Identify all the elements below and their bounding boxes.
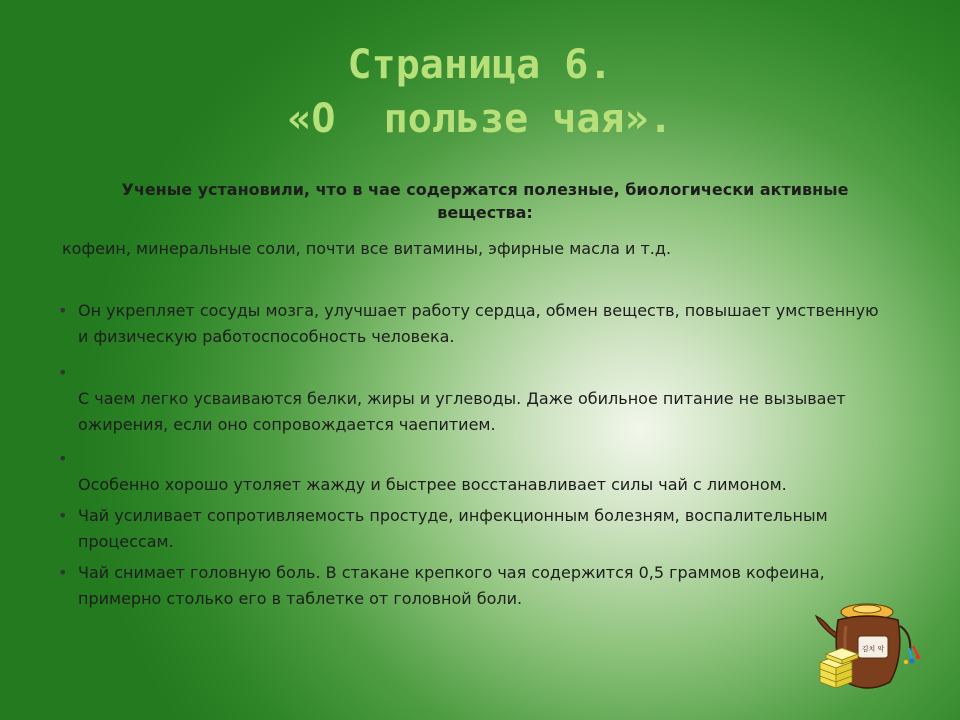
list-item (58, 360, 888, 438)
teapot-label: 김치 악 (861, 645, 885, 653)
list-item (58, 446, 888, 498)
page-title (0, 38, 960, 146)
intro-bold-text: Ученые установили, что в чае содержатся полезные, биологически активные вещества: (121, 180, 849, 222)
list-item-text: • Чай усиливает сопротивляемость простуде, инфекционным болезням, воспалительным процессам. (78, 506, 828, 551)
list-item-text: • Он укрепляет сосуды мозга, улучшает работу сердца, обмен веществ, повышает умственную и физическую работоспособность человека. (78, 301, 879, 346)
list-item-text: • Особенно хорошо утоляет жажду и быстрее восстанавливает силы чай с лимоном. (78, 475, 787, 494)
list-item (58, 298, 888, 350)
list-item-text: • С чаем легко усваиваются белки, жиры и углеводы. Даже обильное питание не вызывает ожирения, если оно сопровождается чаепитием. (78, 389, 846, 434)
list-item (58, 560, 888, 612)
title-line-1: Страница 6. (347, 42, 613, 88)
title-line-2: «О пользе чая». (287, 96, 673, 142)
list-item (58, 503, 888, 555)
teapot-icon (812, 598, 927, 698)
list-item-text: • Чай снимает головную боль. В стакане крепкого чая содержится 0,5 граммов кофеина, примерно столько его в таблетке от головной боли. (78, 563, 825, 608)
intro-list-text: кофеин, минеральные соли, почти все витамины, эфирные масла и т.д. (62, 239, 672, 258)
benefits-list (58, 298, 888, 612)
